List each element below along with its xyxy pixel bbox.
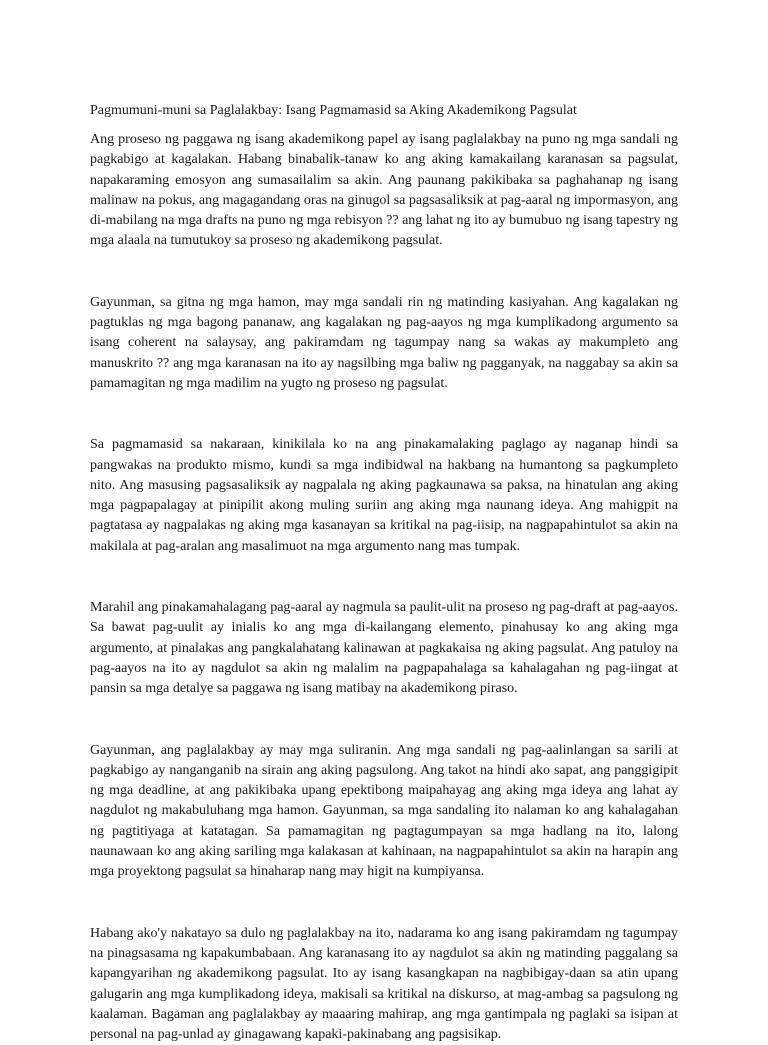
paragraph-4: Marahil ang pinakamahalagang pag-aaral ay nagmula sa paulit-ulit na proseso ng pag-draft at pag-aayos. Sa bawat pag-uulit ay inialis ko ang mga di-kailangang elemento, pinahusay ko ang aking mga argumento, at pinalakas ang pangkalahatang kalinawan at pagkakaisa ng aking pagsulat. Ang patuloy na pag-aayos na ito ay nagdulot sa akin ng malalim na pagpapahalaga sa kahalagahan ng pag-iingat at pansin sa mga detalye sa paggawa ng isang matibay na akademikong piraso. [90,600,678,697]
paragraph-2: Gayunman, sa gitna ng mga hamon, may mga sandali rin ng matinding kasiyahan. Ang kagalakan ng pagtuklas ng mga bagong pananaw, ang kagalakan ng pag-aayos ng mga kumplikadong argumento sa isang coherent na salaysay, ang pakiramdam ng tagumpay nang sa wakas ay makumpleto ang manuskrito ?? ang mga karanasan na ito ay nagsilbing mga baliw ng pagganyak, na naggabay sa akin sa pamamagitan ng mga madilim na yugto ng proseso ng pagsulat. [90,294,678,391]
document-page [90,100,678,1045]
paragraph-1: Ang proseso ng paggawa ng isang akademikong papel ay isang paglalakbay na puno ng mga sandali ng pagkabigo at kagalakan. Habang binabalik-tanaw ko ang aking kamakailang karanasan sa pagsulat, napakaraming emosyon ang sumasailalim sa akin. Ang paunang pakikibaka sa paghahanap ng isang malinaw na pokus, ang magagandang oras na ginugol sa pagsasaliksik at pag-aaral ng impormasyon, ang di-mabilang na mga drafts na puno ng mga rebisyon ?? ang lahat ng ito ay bumubuo ng isang tapestry ng mga alaala na tumutukoy sa proseso ng akademikong pagsulat. [90,132,678,249]
document-title: Pagmumuni-muni sa Paglalakbay: Isang Pagmamasid sa Aking Akademikong Pagsulat [90,103,577,118]
paragraph-3: Sa pagmamasid sa nakaraan, kinikilala ko na ang pinakamalaking paglago ay naganap hindi sa pangwakas na produkto mismo, kundi sa mga indibidwal na hakbang na humantong sa pagkumpleto nito. Ang masusing pagsasaliksik ay nagpalala ng aking pagkaunawa sa paksa, na hinatulan ang aking mga pagpapalagay at pinipilit akong muling suriin ang aking mga naunang ideya. Ang mahigpit na pagtatasa ay nagpalakas ng aking mga kasanayan sa kritikal na pag-iisip, na nagpapahintulot sa akin na makilala at pag-aralan ang masalimuot na mga argumento nang mas tumpak. [90,437,678,554]
paragraph-6: Habang ako'y nakatayo sa dulo ng paglalakbay na ito, nadarama ko ang isang pakiramdam ng tagumpay na pinagsasama ng kapakumbabaan. Ang karanasang ito ay nagdulot sa akin ng matinding paggalang sa kapangyarihan ng akademikong pagsulat. Ito ay isang kasangkapan na nagbibigay-daan sa atin upang galugarin ang mga kumplikadong ideya, makisali sa kritikal na diskurso, at mag-ambag sa pagsulong ng kaalaman. Bagaman ang paglalakbay ay maaaring mahirap, ang mga gantimpala ng paglaki sa isipan at personal na pag-unlad ay ginagawang kapaki-pakinabang ang pagsisikap. [90,925,678,1043]
paragraph-5: Gayunman, ang paglalakbay ay may mga suliranin. Ang mga sandali ng pag-aalinlangan sa sarili at pagkabigo ay nanganganib na sirain ang aking pagsulong. Ang takot na hindi ako sapat, ang panggigipit ng mga deadline, at ang pakikibaka upang epektibong maipahayag ang aking mga ideya ang lahat ay nagdulot ng makabuluhang mga hamon. Gayunman, sa mga sandaling ito nalaman ko ang kahalagahan ng pagtitiyaga at katatagan. Sa pamamagitan ng pagtagumpayan sa mga hadlang na ito, lalong naunawaan ko ang aking sariling mga kalakasan at kahinaan, na nagpapahintulot sa akin na harapin ang mga proyektong pagsulat sa hinaharap nang may higit na kumpiyansa. [90,742,678,880]
